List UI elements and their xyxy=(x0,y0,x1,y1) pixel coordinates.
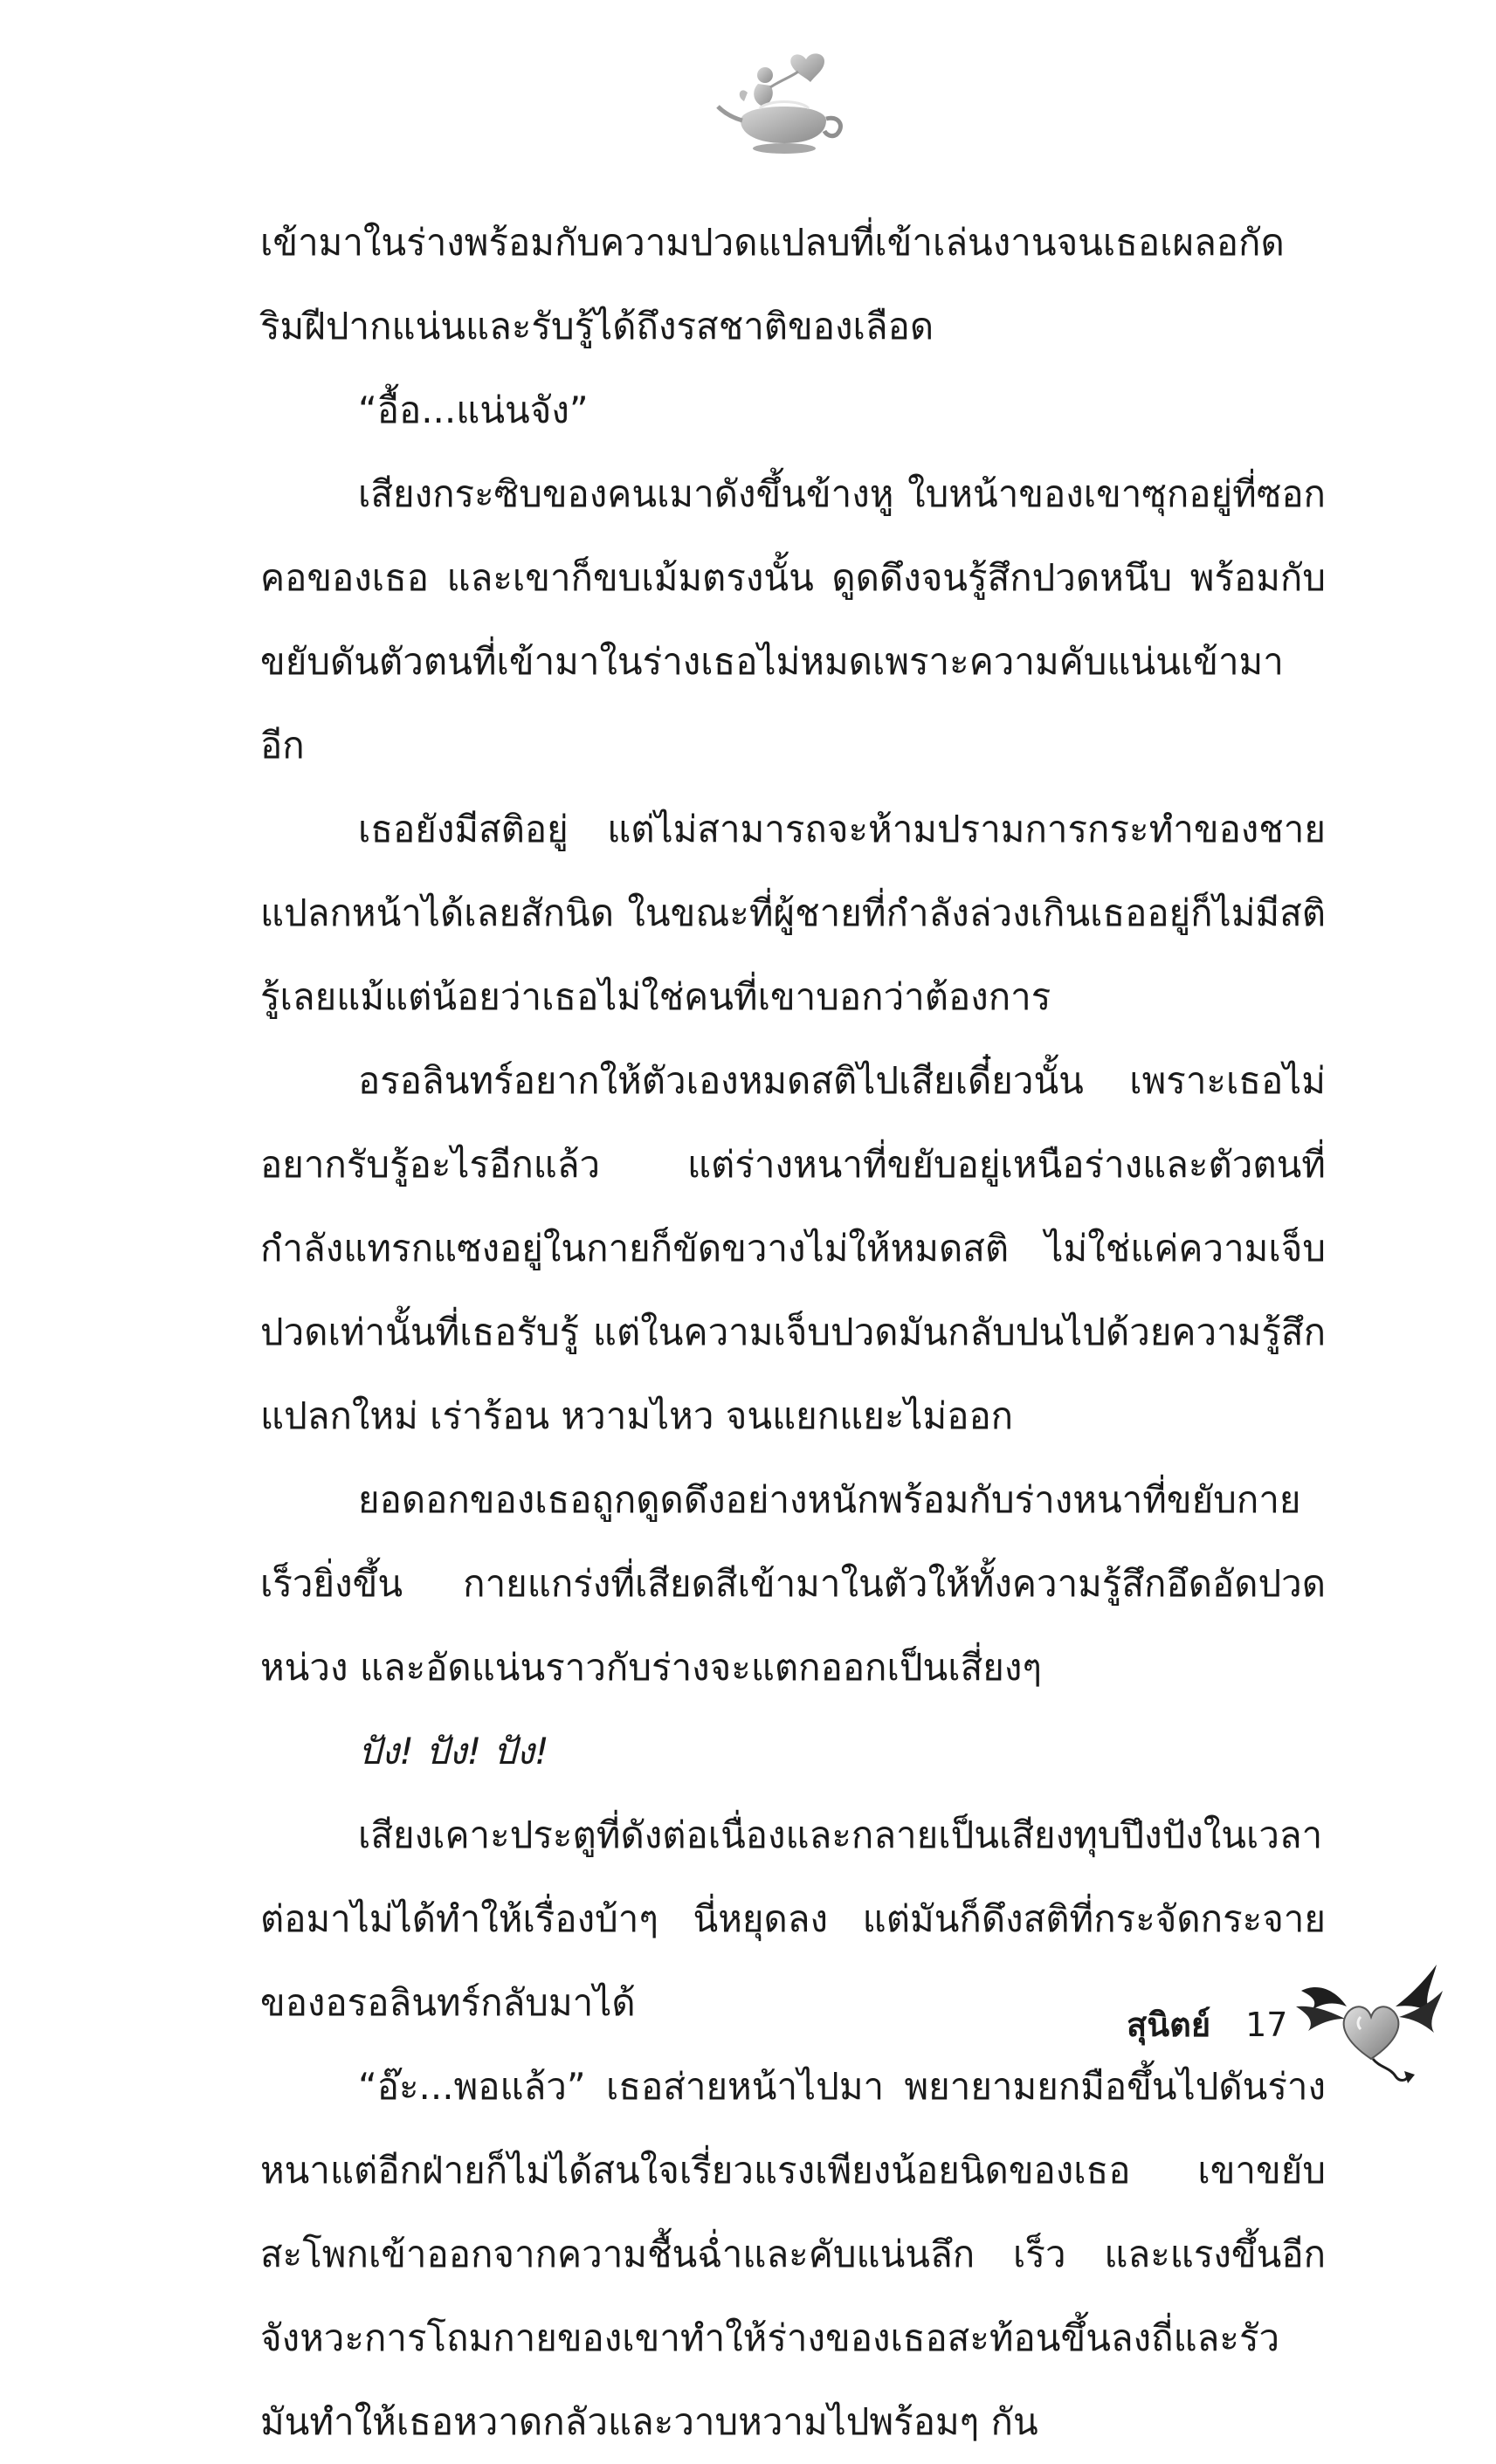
page-footer xyxy=(1127,1998,1287,2051)
paragraph: ปัง! ปัง! ปัง! xyxy=(358,1730,549,1772)
paragraph: เสียงเคาะประตูที่ดังต่อเนื่องและกลายเป็นเสียงทุบปึงปังในเวลาต่อมาไม่ได้ทำให้เรื่องบ้าๆ นี่หยุดลง แต่มันก็ดึงสติที่กระจัดกระจายของอรอลินทร์กลับมาได้ xyxy=(260,1814,1326,2024)
paragraph: “อ๊ะ...พอแล้ว” เธอส่ายหน้าไปมา พยายามยกมือขึ้นไปดันร่างหนาแต่อีกฝ่ายก็ไม่ได้สนใจเรี่ยวแรงเพียงน้อยนิดของเธอ เขาขยับสะโพกเข้าออกจากความชื้นฉ่ำและคับแน่นลึก เร็ว และแรงขึ้นอีก จังหวะการโถมกายของเขาทำให้ร่างของเธอสะท้อนขึ้นลงถี่และรัว มันทำให้เธอหวาดกลัวและวาบหวามไปพร้อมๆ กัน xyxy=(260,2065,1326,2443)
paragraph: ยอดอกของเธอถูกดูดดึงอย่างหนักพร้อมกับร่างหนาที่ขยับกายเร็วยิ่งขึ้น กายแกร่งที่เสียดสีเข้ามาในตัวให้ทั้งความรู้สึกอึดอัดปวดหน่วง และอัดแน่นราวกับร่างจะแตกออกเป็นเสี่ยงๆ xyxy=(260,1478,1326,1689)
page-number: 17 xyxy=(1245,2006,1288,2044)
page-body xyxy=(260,201,1326,2464)
paragraph: เสียงกระซิบของคนเมาดังขึ้นข้างหู ใบหน้าของเขาซุกอยู่ที่ซอกคอของเธอ และเขาก็ขบเม้มตรงนั้น ดูดดึงจนรู้สึกปวดหนึบ พร้อมกับขยับดันตัวตนที่เข้ามาในร่างเธอไม่หมดเพราะความคับแน่นเข้ามาอีก xyxy=(260,472,1326,767)
paragraph: อรอลินทร์อยากให้ตัวเองหมดสติไปเสียเดี๋ยวนั้น เพราะเธอไม่อยากรับรู้อะไรอีกแล้ว แต่ร่างหนาที่ขยับอยู่เหนือร่างและตัวตนที่กำลังแทรกแซงอยู่ในกายก็ขัดขวางไม่ให้หมดสติ ไม่ใช่แค่ความเจ็บปวดเท่านั้นที่เธอรับรู้ แต่ในความเจ็บปวดมันกลับปนไปด้วยความรู้สึกแปลกใหม่ เร่าร้อน หวามไหว จนแยกแยะไม่ออก xyxy=(260,1059,1326,1437)
paragraph: เข้ามาในร่างพร้อมกับความปวดแปลบที่เข้าเล่นงานจนเธอเผลอกัดริมฝีปากแน่นและรับรู้ได้ถึงรสชาติของเลือด xyxy=(260,221,1285,348)
paragraph: “อื้อ...แน่นจัง” xyxy=(358,389,589,431)
paragraph: เธอยังมีสติอยู่ แต่ไม่สามารถจะห้ามปรามการกระทำของชายแปลกหน้าได้เลยสักนิด ในขณะที่ผู้ชายที่กำลังล่วงเกินเธออยู่ก็ไม่มีสติรู้เลยแม้แต่น้อยว่าเธอไม่ใช่คนที่เขาบอกว่าต้องการ xyxy=(260,808,1326,1018)
winged-heart-ornament-icon xyxy=(1293,1956,1445,2087)
cupid-teapot-ornament-icon xyxy=(714,51,854,164)
footer-title: สุนิตย์ xyxy=(1127,2006,1211,2044)
